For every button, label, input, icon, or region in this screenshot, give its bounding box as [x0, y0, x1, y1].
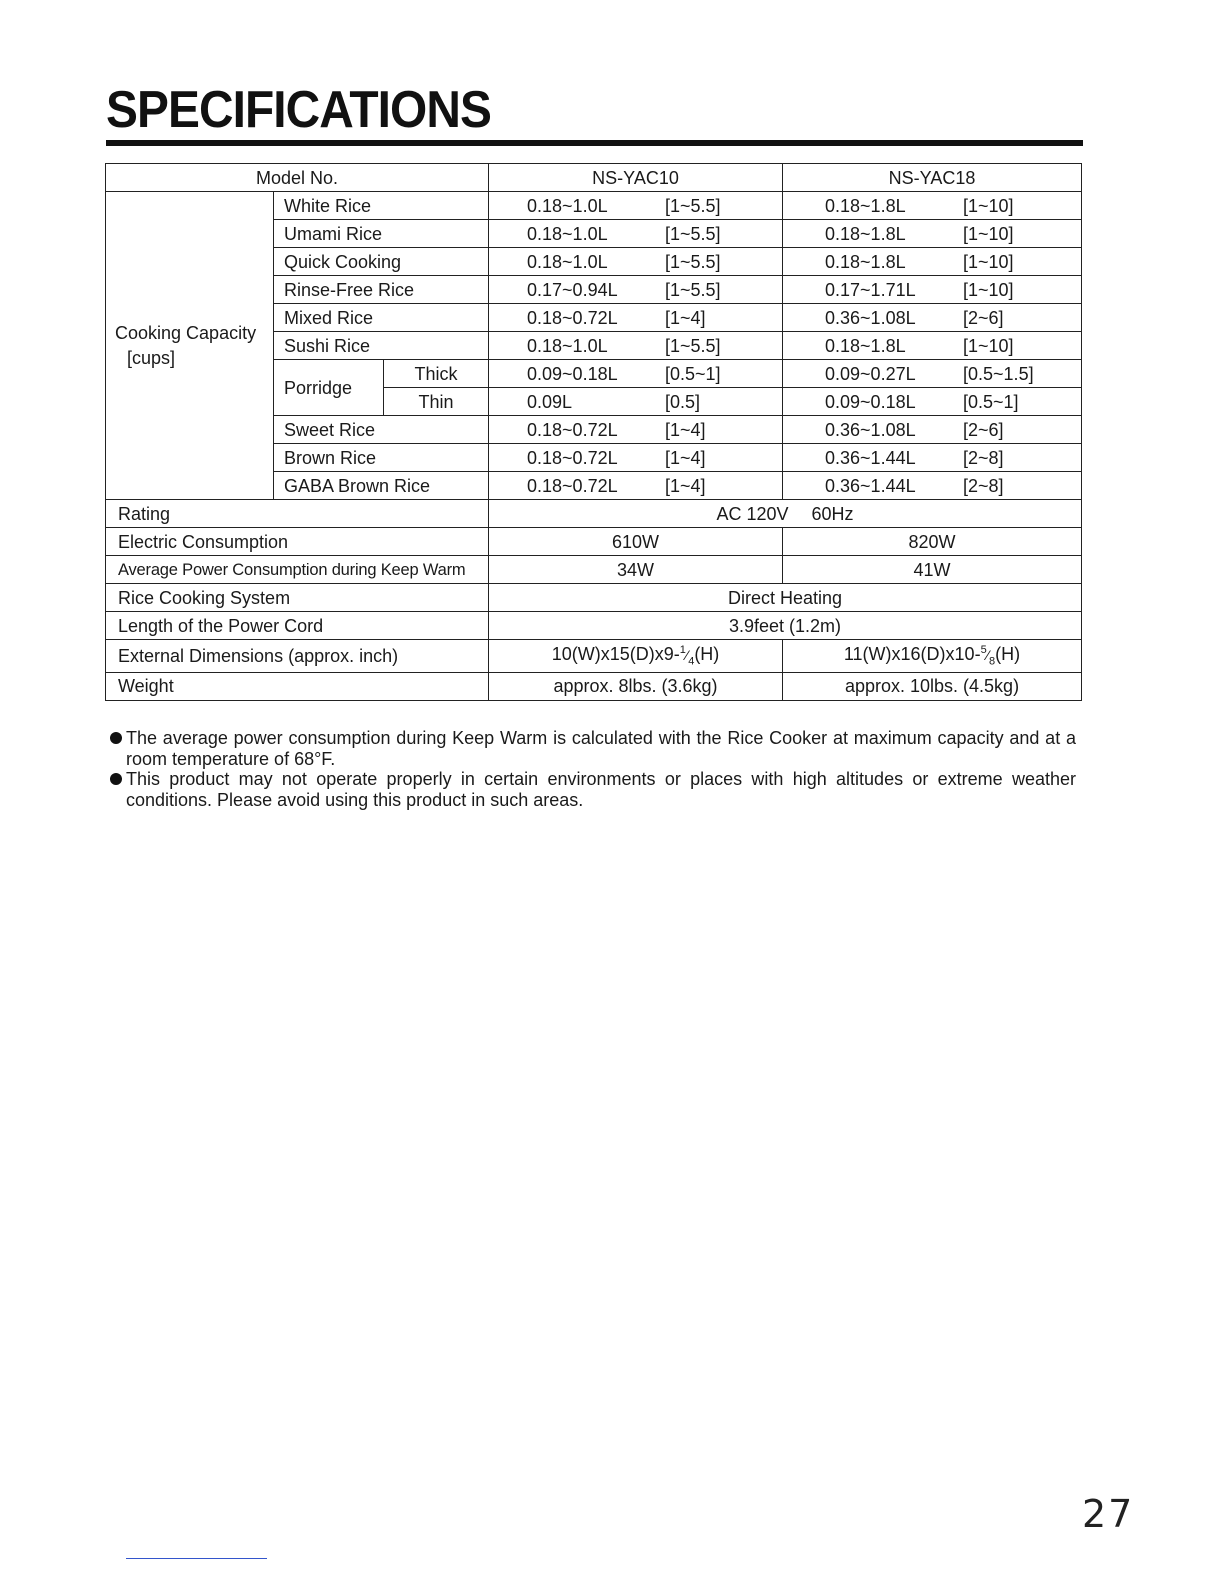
cups-a: [1~4]: [665, 307, 706, 328]
title-rule: [106, 140, 1083, 146]
menu-label: Brown Rice: [274, 444, 489, 472]
cups-a: [0.5~1]: [665, 363, 721, 384]
capacity-b: 0.17~1.71L: [825, 279, 916, 300]
table-header-row: [106, 164, 1082, 192]
model-no-label: Model No.: [106, 164, 489, 192]
cups-a: [1~4]: [665, 419, 706, 440]
cups-b: [0.5~1.5]: [963, 363, 1034, 384]
cups-a: [1~5.5]: [665, 335, 721, 356]
capacity-b: 0.09~0.18L: [825, 391, 916, 412]
cooking-capacity-label: [106, 192, 274, 500]
dimensions-label: External Dimensions (approx. inch): [106, 640, 489, 673]
cooking-capacity-title: Cooking Capacity: [115, 322, 257, 343]
table-row: [106, 612, 1082, 640]
capacity-b: 0.36~1.08L: [825, 419, 916, 440]
cups-b: [2~8]: [963, 447, 1004, 468]
capacity-a: 0.18~0.72L: [527, 475, 618, 496]
capacity-b: 0.36~1.44L: [825, 447, 916, 468]
cord-value: 3.9feet (1.2m): [489, 612, 1082, 640]
capacity-b: 0.36~1.44L: [825, 475, 916, 496]
capacity-a: 0.18~1.0L: [527, 335, 608, 356]
bullet-icon: [110, 732, 122, 744]
cups-a: [1~4]: [665, 447, 706, 468]
menu-label: Sweet Rice: [274, 416, 489, 444]
capacity-a: 0.18~0.72L: [527, 419, 618, 440]
system-label: Rice Cooking System: [106, 584, 489, 612]
consumption-b: 820W: [783, 528, 1082, 556]
menu-label: Mixed Rice: [274, 304, 489, 332]
cups-a: [1~5.5]: [665, 251, 721, 272]
consumption-label: Electric Consumption: [106, 528, 489, 556]
table-row: [106, 584, 1082, 612]
keep-warm-b: 41W: [783, 556, 1082, 584]
note-environment: This product may not operate properly in certain environments or places with high altitudes or extreme weather conditions. Please avoid using this product in such areas.: [108, 769, 1076, 810]
capacity-b: 0.18~1.8L: [825, 223, 906, 244]
cups-b: [1~10]: [963, 335, 1014, 356]
capacity-a: 0.18~1.0L: [527, 195, 608, 216]
weight-a: approx. 8lbs. (3.6kg): [489, 672, 783, 700]
cups-a: [0.5]: [665, 391, 701, 412]
table-row: [106, 192, 1082, 220]
menu-label: Quick Cooking: [274, 248, 489, 276]
table-row: [106, 500, 1082, 528]
cups-b: [2~8]: [963, 475, 1004, 496]
bullet-icon: [110, 773, 122, 785]
table-row: [106, 672, 1082, 700]
rating-value: AC 120V 60Hz: [489, 500, 1082, 528]
weight-b: approx. 10lbs. (4.5kg): [783, 672, 1082, 700]
cups-b: [2~6]: [963, 307, 1004, 328]
capacity-a: 0.18~0.72L: [527, 307, 618, 328]
rating-label: Rating: [106, 500, 489, 528]
porridge-label: Porridge: [274, 360, 384, 416]
menu-label: Umami Rice: [274, 220, 489, 248]
page-number: 27: [1082, 1492, 1135, 1536]
capacity-a: 0.18~1.0L: [527, 223, 608, 244]
keep-warm-a: 34W: [489, 556, 783, 584]
capacity-a: 0.09~0.18L: [527, 363, 618, 384]
model-a-header: NS-YAC10: [489, 164, 783, 192]
capacity-a: 0.18~0.72L: [527, 447, 618, 468]
capacity-b: 0.36~1.08L: [825, 307, 916, 328]
menu-label: Sushi Rice: [274, 332, 489, 360]
table-row: [106, 528, 1082, 556]
cups-b: [1~10]: [963, 195, 1014, 216]
keep-warm-label: Average Power Consumption during Keep Warm: [106, 556, 489, 584]
capacity-a: 0.18~1.0L: [527, 251, 608, 272]
porridge-thin-label: Thin: [384, 388, 489, 416]
footer-line: [126, 1558, 267, 1559]
menu-label: GABA Brown Rice: [274, 472, 489, 500]
capacity-b: 0.18~1.8L: [825, 251, 906, 272]
dimensions-a: $10(W)x15(D)x9-^1⁄_4(H)$: [489, 640, 783, 673]
cups-b: [1~10]: [963, 223, 1014, 244]
cups-b: [0.5~1]: [963, 391, 1019, 412]
consumption-a: 610W: [489, 528, 783, 556]
note-keep-warm: The average power consumption during Keep Warm is calculated with the Rice Cooker at maximum capacity and at a room temperature of 68°F.: [108, 728, 1076, 769]
cord-label: Length of the Power Cord: [106, 612, 489, 640]
porridge-thick-label: Thick: [384, 360, 489, 388]
cups-a: [1~5.5]: [665, 279, 721, 300]
cups-b: [2~6]: [963, 419, 1004, 440]
table-row: [106, 640, 1082, 673]
capacity-b: 0.18~1.8L: [825, 195, 906, 216]
cups-a: [1~5.5]: [665, 195, 721, 216]
notes: [108, 728, 1076, 810]
dimensions-b: $11(W)x16(D)x10-^5⁄_8(H)$: [783, 640, 1082, 673]
capacity-b: 0.09~0.27L: [825, 363, 916, 384]
cups-b: [1~10]: [963, 279, 1014, 300]
capacity-a: 0.17~0.94L: [527, 279, 618, 300]
menu-label: Rinse-Free Rice: [274, 276, 489, 304]
capacity-b: 0.18~1.8L: [825, 335, 906, 356]
page-title: SPECIFICATIONS: [106, 81, 491, 139]
system-value: Direct Heating: [489, 584, 1082, 612]
cups-a: [1~5.5]: [665, 223, 721, 244]
specifications-table: [105, 163, 1082, 701]
capacity-a: 0.09L: [527, 391, 573, 412]
cups-a: [1~4]: [665, 475, 706, 496]
model-b-header: NS-YAC18: [783, 164, 1082, 192]
cups-b: [1~10]: [963, 251, 1014, 272]
menu-label: White Rice: [274, 192, 489, 220]
cooking-capacity-unit: [cups]: [127, 347, 176, 368]
table-row: [106, 556, 1082, 584]
weight-label: Weight: [106, 672, 489, 700]
